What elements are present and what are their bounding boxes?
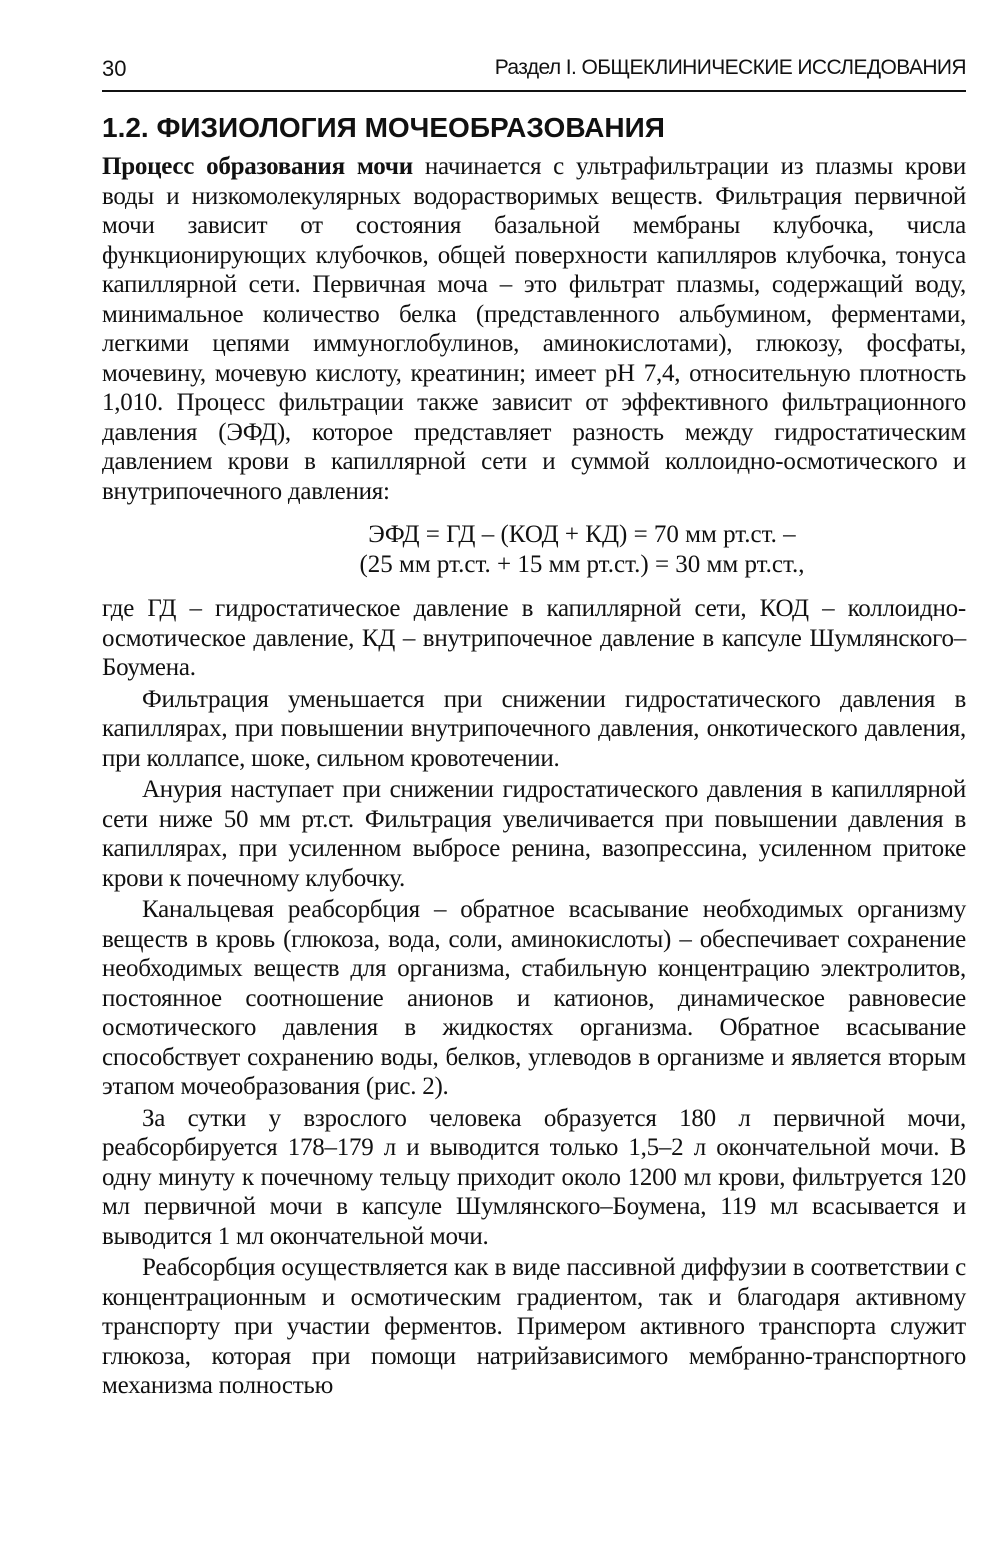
paragraph-transport: Реабсорбция осуществляется как в виде пассивной диффузии в соответствии с концентрационным и осмотическим градиентом, так и благодаря активному транспорту при участии ферментов. Примером активного транспорта служит глюкоза, которая при помощи натрийзависимого мембранно-транспортного механизма полностью [102,1254,966,1399]
running-header [102,50,966,92]
intro-lead-bold: Процесс образования мочи [102,153,413,180]
section-title: Раздел I. ОБЩЕКЛИНИЧЕСКИЕ ИССЛЕДОВАНИЯ [494,56,966,79]
intro-paragraph [102,152,966,506]
page-number: 30 [102,56,127,81]
paragraph-anuria: Анурия наступает при снижении гидростатического давления в капиллярной сети ниже 50 мм рт.ст. Фильтрация увеличивается при повышении давления в капиллярах, при усиленном выбросе ренина, вазопрессина, усиленном притоке крови к почечному клубочку. [102,776,966,892]
formula-block [102,520,966,580]
intro-text: начинается с ультрафильтрации из плазмы крови воды и низкомолекулярных водорастворимых веществ. Фильтрация первичной мочи зависит от состояния базальной мембраны клубочка, числа функционирующих клубочков, общей поверхности капилляров клубочка, тонуса капиллярной сети. Первичная моча – это фильтрат плазмы, содержащий воду, минимальное количество белка (представленного альбумином, ферментами, легкими цепями иммуноглобулинов, аминокислотами), глюкозу, фосфаты, мочевину, мочевую кислоту, креатинин; имеет pH 7,4, относительную плотность 1,010. Процесс фильтрации также зависит от эффективного фильтрационного давления (ЭФД), которое представляет разность между гидростатическим давлением крови в капиллярной сети и суммой коллоидно-осмотического и внутрипочечного давления: [102,153,966,505]
page-body [102,110,966,1401]
formula-line-2: (25 мм рт.ст. + 15 мм рт.ст.) = 30 мм рт.ст., [359,551,805,578]
paragraph-daily-volume: За сутки у взрослого человека образуется 180 л первичной мочи, реабсорбируется 178–179 л и выводится только 1,5–2 л окончательной мочи. В одну минуту к почечному тельцу приходит около 1200 мл крови, фильтруется 120 мл первичной мочи в капсуле Шумлянского–Боумена, 119 мл всасывается и выводится 1 мл окончательной мочи. [102,1104,966,1250]
formula-line-1: ЭФД = ГД – (КОД + КД) = 70 мм рт.ст. – [368,521,796,548]
paragraph-filtration: Фильтрация уменьшается при снижении гидростатического давления в капиллярах, при повышении внутрипочечного давления, онкотического давления, при коллапсе, шоке, сильном кровотечении. [102,685,966,772]
paragraph-reabsorption: Канальцевая реабсорбция – обратное всасывание необходимых организму веществ в кровь (глюкоза, вода, соли, аминокислоты) – обеспечивает сохранение необходимых веществ для организма, стабильную концентрацию электролитов, постоянное соотношение анионов и катионов, динамическое равновесие осмотического давления в жидкостях организма. Обратное всасывание способствует сохранению воды, белков, углеводов в организме и является вторым этапом мочеобразования (рис. 2). [102,896,966,1100]
paragraph-legend: где ГД – гидростатическое давление в капиллярной сети, КОД – коллоидно-осмотическое давление, КД – внутрипочечное давление в капсуле Шумлянского–Боумена. [102,595,966,681]
chapter-heading: 1.2. ФИЗИОЛОГИЯ МОЧЕОБРАЗОВАНИЯ [102,112,665,143]
